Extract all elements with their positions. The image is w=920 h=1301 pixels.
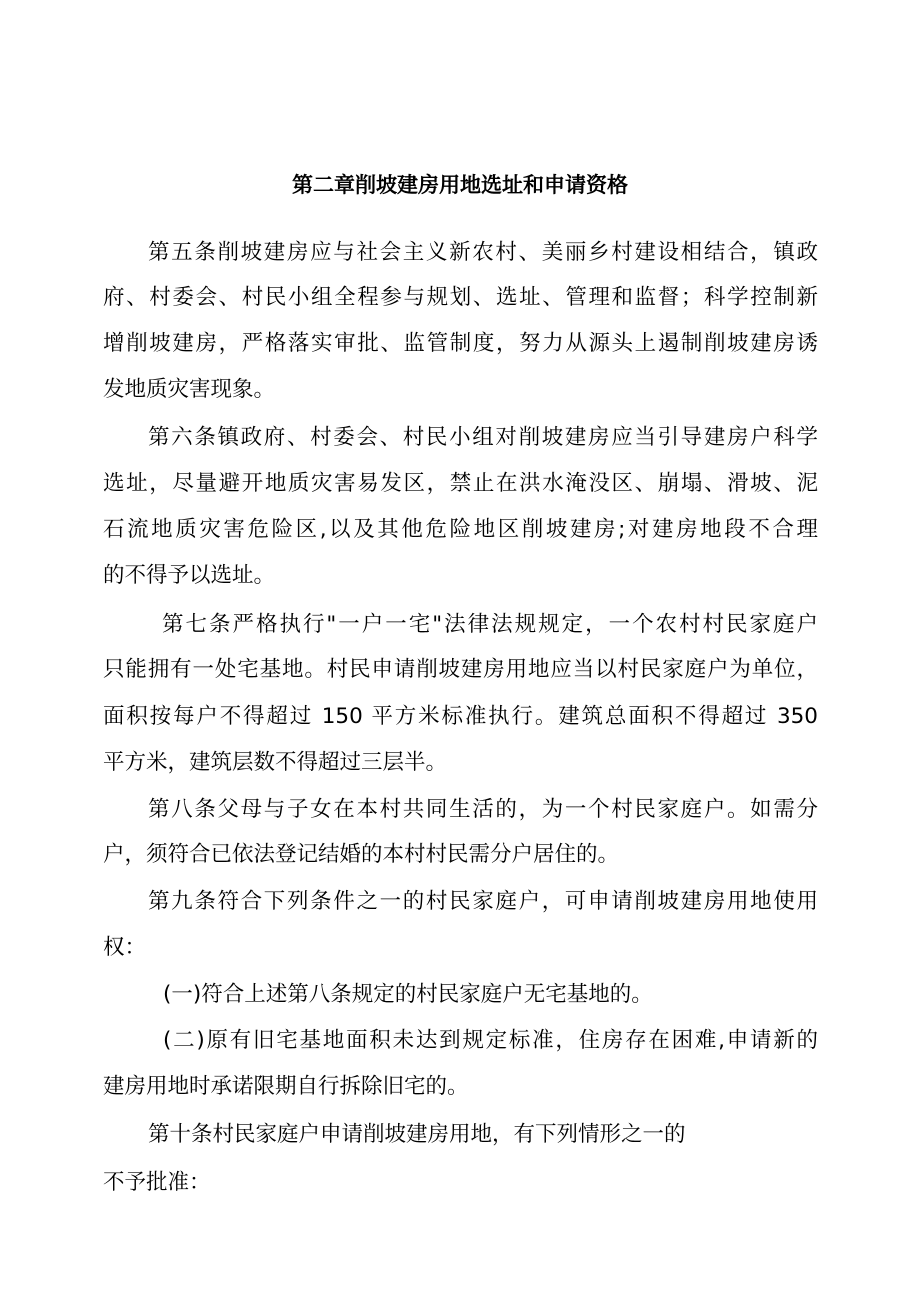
paragraph-line: (二)原有旧宅基地面积未达到规定标准，住房存在困难,申请新的 <box>163 1028 818 1053</box>
paragraph-line: 的不得予以选址。 <box>103 563 276 588</box>
paragraph-line: 第五条削坡建房应与社会主义新农村、美丽乡村建设相结合，镇政 <box>148 240 818 265</box>
paragraph-line: 第十条村民家庭户申请削坡建房用地，有下列情形之一的 <box>148 1122 686 1147</box>
paragraph-line: 府、村委会、村民小组全程参与规划、选址、管理和监督；科学控制新 <box>103 285 818 310</box>
paragraph-line: 石流地质灾害危险区,以及其他危险地区削坡建房;对建房地段不合理 <box>103 517 818 542</box>
paragraph-line: 第七条严格执行"一户一宅"法律法规规定，一个农村村民家庭户 <box>162 612 818 637</box>
paragraph-line: 第九条符合下列条件之一的村民家庭户，可申请削坡建房用地使用 <box>148 889 818 914</box>
paragraph-line: 建房用地时承诺限期自行拆除旧宅的。 <box>103 1074 469 1099</box>
paragraph-line: 第六条镇政府、村委会、村民小组对削坡建房应当引导建房户科学 <box>148 425 818 450</box>
paragraph-line: 平方米，建筑层数不得超过三层半。 <box>103 750 448 775</box>
paragraph-line: 增削坡建房，严格落实审批、监管制度，努力从源头上遏制削坡建房诱 <box>103 331 818 356</box>
paragraph-line: 发地质灾害现象。 <box>103 377 276 402</box>
paragraph-line: 权： <box>103 935 147 960</box>
paragraph-line: 户，须符合已依法登记结婚的本村村民需分户居住的。 <box>103 842 620 867</box>
paragraph-line: 不予批准： <box>103 1170 211 1195</box>
paragraph-line: (一)符合上述第八条规定的村民家庭户无宅基地的。 <box>163 982 653 1007</box>
chapter-title: 第二章削坡建房用地选址和申请资格 <box>292 173 628 197</box>
paragraph-line: 面积按每户不得超过 150 平方米标准执行。建筑总面积不得超过 350 <box>103 704 818 729</box>
paragraph-line: 第八条父母与子女在本村共同生活的，为一个村民家庭户。如需分 <box>148 797 818 822</box>
paragraph-line: 只能拥有一处宅基地。村民申请削坡建房用地应当以村民家庭户为单位， <box>103 657 818 682</box>
paragraph-line: 选址，尽量避开地质灾害易发区，禁止在洪水淹没区、崩塌、滑坡、泥 <box>103 471 818 496</box>
